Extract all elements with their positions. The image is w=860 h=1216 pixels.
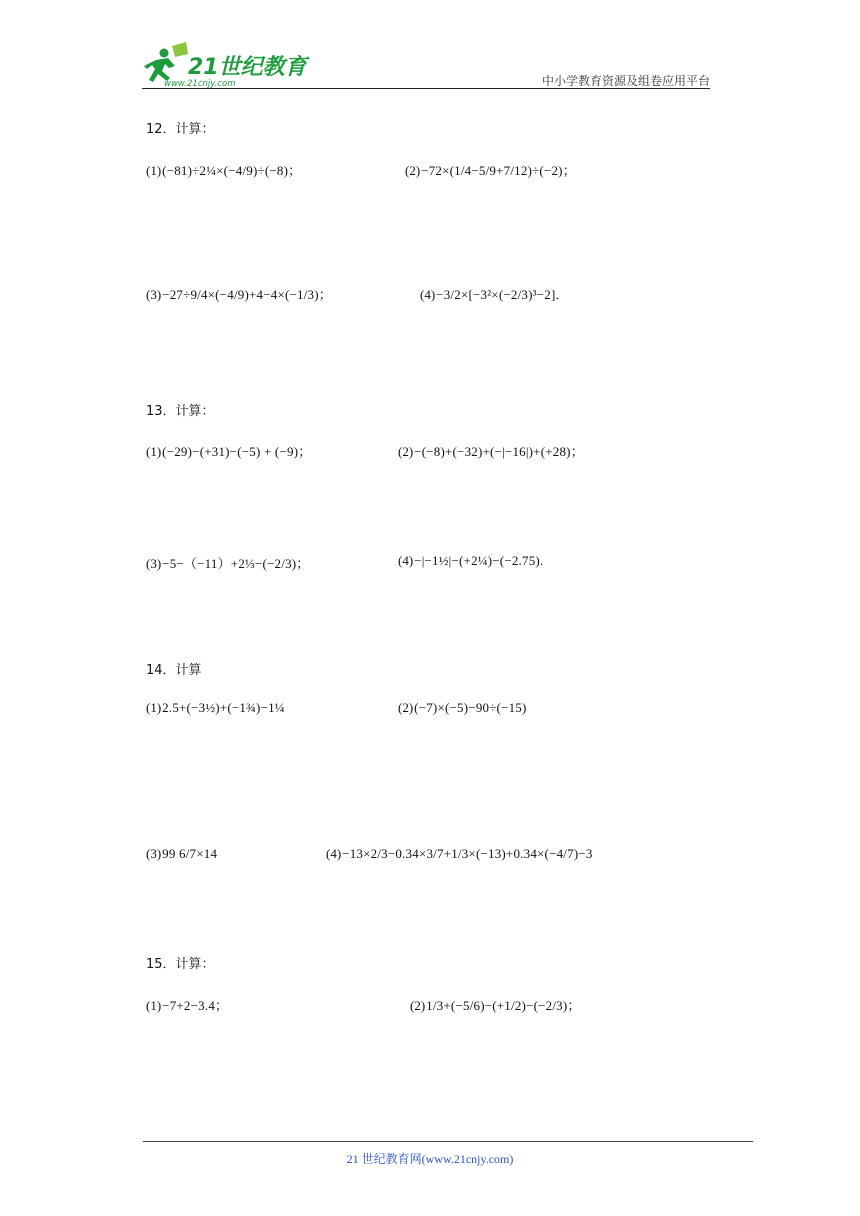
- problem-label: (2): [398, 444, 414, 459]
- problem-label: (3): [146, 287, 162, 302]
- q13-problem-1: [146, 441, 311, 460]
- q14-problem-4: [326, 846, 593, 862]
- q12-problem-1: [146, 160, 301, 179]
- footer-link[interactable]: 21 世纪教育网(www.21cnjy.com): [346, 1152, 514, 1166]
- header-divider: [142, 88, 710, 89]
- problem-expression: 99 6/7×14: [162, 846, 218, 861]
- q14-problem-3: [146, 846, 217, 862]
- problem-expression: −3/2×[−3²×(−2/3)³−2]．: [436, 287, 569, 302]
- logo-url: www.21cnjy.com: [164, 79, 236, 89]
- question-12-title: 12．计算：: [146, 122, 215, 137]
- problem-expression: −72×(1/4−5/9+7/12)÷(−2)；: [421, 163, 576, 178]
- problem-label: (3): [146, 846, 162, 861]
- site-logo: [142, 40, 312, 92]
- problem-expression: (−7)×(−5)−90÷(−15): [414, 700, 527, 715]
- problem-expression: −(−8)+(−32)+(−|−16|)+(+28)；: [414, 444, 584, 459]
- problem-label: (1): [146, 998, 162, 1013]
- problem-label: (4): [420, 287, 436, 302]
- problem-expression: −27÷9/4×(−4/9)+4−4×(−1/3)；: [162, 287, 332, 302]
- problem-label: (3): [146, 556, 162, 571]
- site-caption: 中小学教育资源及组卷应用平台: [541, 74, 710, 88]
- footer-divider: [143, 1141, 753, 1142]
- q12-problem-2: [405, 160, 576, 179]
- problem-expression: (−29)−(+31)−(−5) + (−9)；: [162, 444, 312, 459]
- q12-problem-3: [146, 284, 332, 303]
- problem-expression: −|−1½|−(+2¼)−(−2.75).: [414, 553, 544, 568]
- problem-expression: −13×2/3−0.34×3/7+1/3×(−13)+0.34×(−4/7)−3: [342, 846, 593, 861]
- problem-label: (1): [146, 444, 162, 459]
- runner-logo-icon: [142, 40, 312, 92]
- q14-problem-1: [146, 700, 285, 716]
- question-13-title: 13．计算：: [146, 404, 215, 419]
- problem-label: (4): [398, 553, 414, 568]
- problem-label: (1): [146, 700, 162, 715]
- q12-problem-4: [420, 284, 569, 303]
- logo-title: 21世纪教育: [188, 55, 307, 80]
- problem-label: (2): [410, 998, 426, 1013]
- q13-problem-3: [146, 553, 310, 572]
- question-15-title: 15．计算：: [146, 957, 215, 972]
- problem-expression: −5−（−11）+2⅓−(−2/3)；: [162, 556, 310, 571]
- problem-label: (4): [326, 846, 342, 861]
- problem-expression: 1/3+(−5/6)−(+1/2)−(−2/3)；: [426, 998, 581, 1013]
- problem-label: (2): [398, 700, 414, 715]
- q15-problem-2: [410, 995, 581, 1014]
- problem-expression: 2.5+(−3½)+(−1¾)−1¼: [162, 700, 285, 715]
- q13-problem-2: [398, 441, 584, 460]
- problem-expression: (−81)÷2¼×(−4/9)÷(−8)；: [162, 163, 302, 178]
- problem-label: (1): [146, 163, 162, 178]
- problem-expression: −7+2−3.4；: [162, 998, 229, 1013]
- problem-label: (2): [405, 163, 421, 178]
- q15-problem-1: [146, 995, 228, 1014]
- question-14-title: 14．计算: [146, 663, 202, 678]
- q14-problem-2: [398, 700, 527, 716]
- q13-problem-4: [398, 553, 543, 569]
